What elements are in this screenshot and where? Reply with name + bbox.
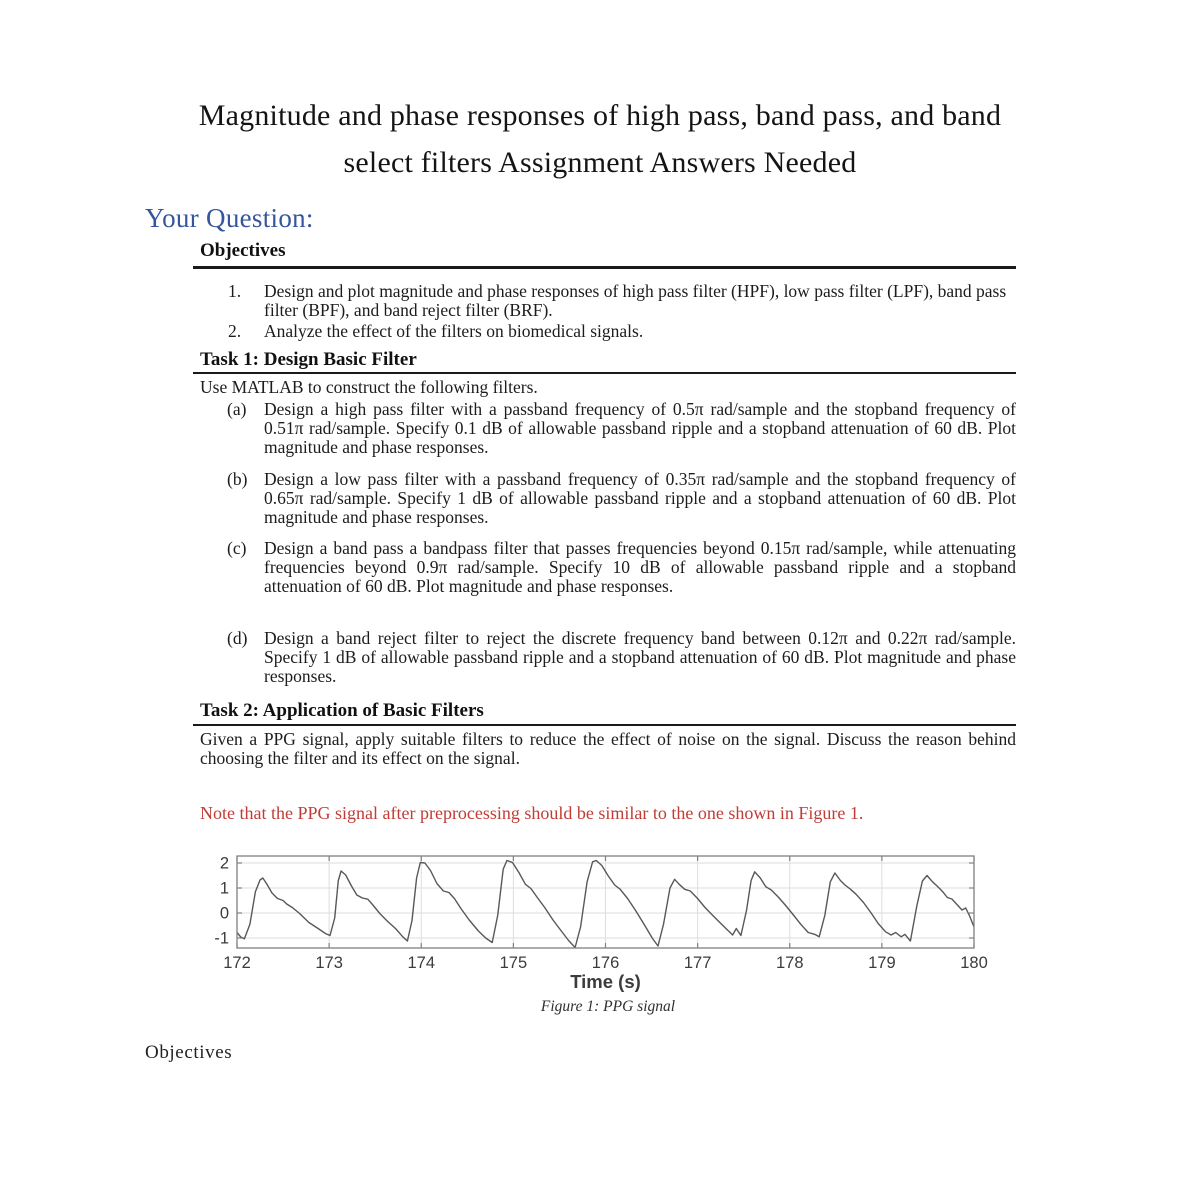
item-label: (a): [227, 399, 247, 419]
page-title-line2: select filters Assignment Answers Needed: [343, 146, 857, 179]
figure-caption: Figure 1: PPG signal: [540, 998, 676, 1015]
item-label: (d): [227, 628, 248, 648]
task2-heading: Task 2: Application of Basic Filters: [200, 700, 484, 721]
xtick-label: 175: [499, 954, 528, 972]
objective-number: 2.: [228, 321, 242, 341]
task1-rule: [193, 372, 1016, 374]
ytick-label: 2: [219, 854, 229, 873]
xtick-label: 173: [315, 954, 343, 972]
x-axis-label: Time (s): [570, 971, 641, 992]
objective-text: Design and plot magnitude and phase responses of high pass filter (HPF), low pass filter (LPF), band pass filter (BPF), and band reject filter (BRF).: [264, 281, 1007, 320]
item-text: Design a high pass filter with a passband frequency of 0.5π rad/sample and the stopband frequency of 0.51π rad/sample. Specify 0.1 dB of allowable passband ripple and a stopband attenuation of 60 dB. Plot magnitude and phase responses.: [264, 399, 1016, 457]
page-title: [60, 92, 1140, 186]
xtick-label: 177: [683, 954, 712, 972]
note-text: Note that the PPG signal after preprocessing should be similar to the one shown in Figure 1.: [200, 803, 864, 823]
xtick-label: 179: [868, 954, 896, 972]
objective-text: Analyze the effect of the filters on biomedical signals.: [264, 321, 644, 341]
item-text: Design a band reject filter to reject the discrete frequency band between 0.12π and 0.22π rad/sample. Specify 1 dB of allowable passband ripple and a stopband attenuation of 60 dB. Plot magnitude and phase responses.: [264, 628, 1016, 686]
item-label: (c): [227, 538, 247, 558]
ppg-chart: [190, 845, 1010, 995]
task1-item-b: [227, 470, 1016, 527]
xtick-label: 172: [223, 954, 251, 972]
task1-item-d: [227, 629, 1016, 686]
ppg-chart-svg: [190, 845, 1010, 995]
objective-item-2: [228, 322, 1016, 341]
objective-number: 1.: [228, 281, 242, 301]
task2-rule: [193, 724, 1016, 726]
ytick-label: -1: [214, 929, 229, 948]
item-label: (b): [227, 469, 248, 489]
xtick-label: 176: [591, 954, 620, 972]
task1-intro: Use MATLAB to construct the following filters.: [200, 377, 538, 397]
objective-item-1: [228, 282, 1016, 320]
ytick-label: 0: [219, 904, 229, 923]
ytick-label: 1: [219, 879, 229, 898]
footer-objectives: Objectives: [145, 1042, 233, 1063]
objectives-heading: Objectives: [200, 240, 286, 261]
objectives-rule: [193, 266, 1016, 269]
your-question-label: Your Question:: [145, 203, 314, 233]
xtick-label: 180: [960, 954, 988, 972]
task1-item-c: [227, 539, 1016, 596]
task1-item-a: [227, 400, 1016, 457]
xtick-label: 174: [407, 954, 436, 972]
item-text: Design a low pass filter with a passband frequency of 0.35π rad/sample and the stopband frequency of 0.65π rad/sample. Specify 1 dB of allowable passband ripple and a stopband attenuation of 60 dB. Plot magnitude and phase responses.: [264, 469, 1016, 527]
task1-heading: Task 1: Design Basic Filter: [200, 349, 417, 370]
page-title-line1: Magnitude and phase responses of high pass, band pass, and band: [198, 99, 1002, 132]
item-text: Design a band pass a bandpass filter that passes frequencies beyond 0.15π rad/sample, while attenuating frequencies beyond 0.9π rad/sample. Specify 10 dB of allowable passband ripple and a stopband attenuation of 60 dB. Plot magnitude and phase responses.: [264, 538, 1016, 596]
xtick-label: 178: [775, 954, 804, 972]
task2-text: Given a PPG signal, apply suitable filters to reduce the effect of noise on the signal. Discuss the reason behind choosing the filter and its effect on the signal.: [200, 729, 1016, 768]
